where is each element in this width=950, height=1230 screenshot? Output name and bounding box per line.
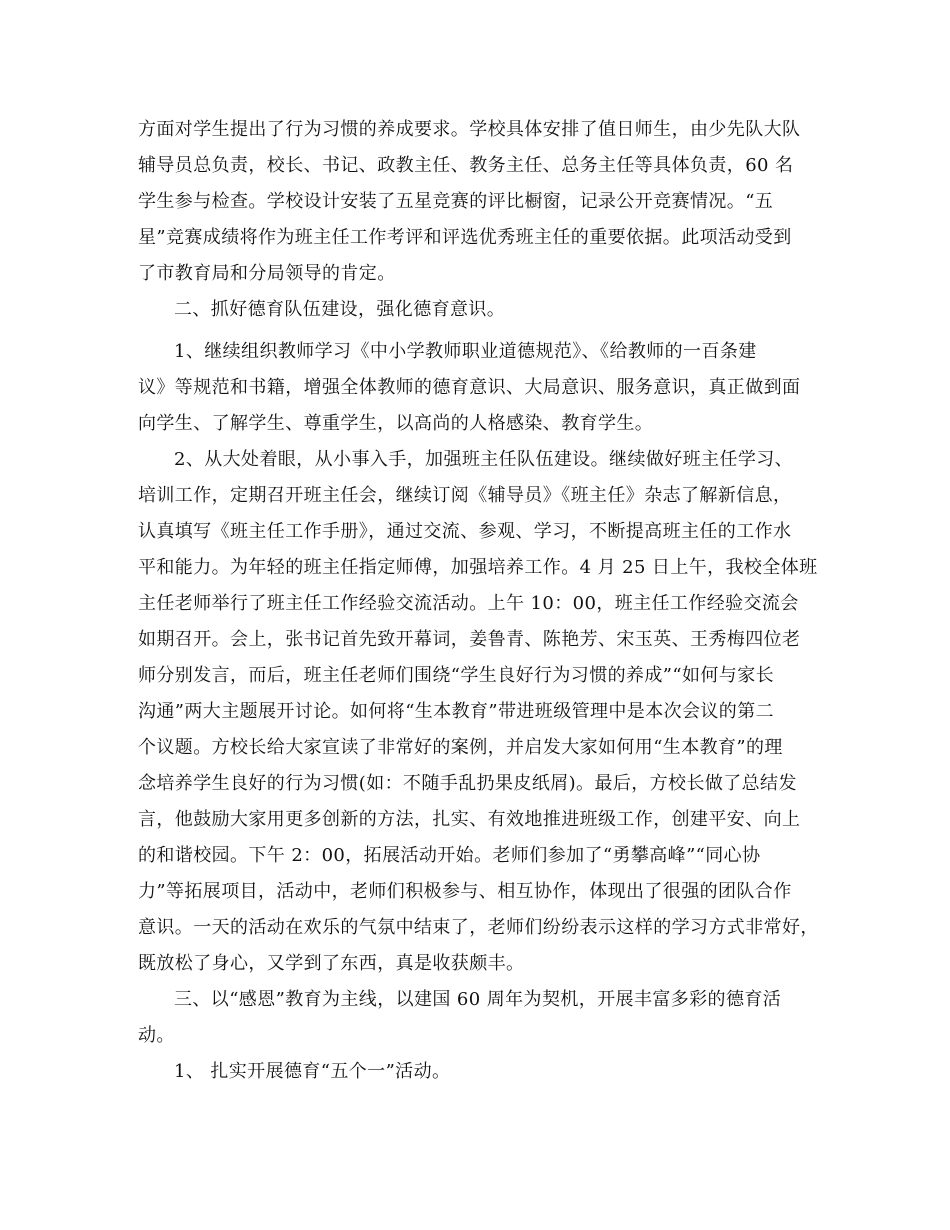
paragraph-line: 议》等规范和书籍，增强全体教师的德育意识、大局意识、服务意识，真正做到面: [138, 377, 801, 398]
list-item: 1、 扎实开展德育“五个一”活动。: [174, 1061, 451, 1082]
paragraph-line: 培训工作，定期召开班主任会，继续订阅《辅导员》《班主任》杂志了解新信息，: [138, 485, 792, 506]
paragraph-line: 平和能力。为年轻的班主任指定师傅，加强培养工作。4 月 25 日上午，我校全体班: [138, 557, 818, 578]
paragraph-line: 力”等拓展项目，活动中，老师们积极参与、相互协作，体现出了很强的团队合作: [138, 881, 792, 902]
paragraph-line: 的和谐校园。下午 2：00，拓展活动开始。老师们参加了“勇攀高峰”“同心协: [138, 845, 761, 866]
paragraph-line: 言，他鼓励大家用更多创新的方法，扎实、有效地推进班级工作，创建平安、向上: [138, 809, 801, 830]
paragraph-line: 如期召开。会上，张书记首先致开幕词，姜鲁青、陈艳芳、宋玉英、王秀梅四位老: [138, 629, 801, 650]
paragraph-line: 了市教育局和分局领导的肯定。: [138, 263, 396, 284]
paragraph-line: 师分别发言，而后，班主任老师们围绕“学生良好行为习惯的养成”“如何与家长: [138, 665, 775, 686]
paragraph-line: 星”竞赛成绩将作为班主任工作考评和评选优秀班主任的重要依据。此项活动受到: [138, 227, 792, 248]
section-heading: 二、抓好德育队伍建设，强化德育意识。: [174, 299, 506, 320]
paragraph-line: 念培养学生良好的行为习惯(如：不随手乱扔果皮纸屑)。最后，方校长做了总结发: [138, 773, 797, 794]
paragraph-line: 1、继续组织教师学习《中小学教师职业道德规范》、《给教师的一百条建: [174, 341, 757, 362]
paragraph-line: 个议题。方校长给大家宣读了非常好的案例，并启发大家如何用“生本教育”的理: [138, 737, 783, 758]
paragraph-line: 既放松了身心，又学到了东西，真是收获颇丰。: [138, 953, 525, 974]
paragraph-line: 意识。一天的活动在欢乐的气氛中结束了，老师们纷纷表示这样的学习方式非常好，: [138, 917, 819, 938]
paragraph-line: 辅导员总负责，校长、书记、政教主任、教务主任、总务主任等具体负责，60 名: [138, 155, 794, 176]
paragraph-line: 主任老师举行了班主任工作经验交流活动。上午 10：00，班主任工作经验交流会: [138, 593, 799, 614]
paragraph-line: 方面对学生提出了行为习惯的养成要求。学校具体安排了值日师生，由少先队大队: [138, 119, 801, 140]
paragraph-line: 认真填写《班主任工作手册》，通过交流、参观、学习，不断提高班主任的工作水: [138, 521, 792, 542]
paragraph-line: 向学生、了解学生、尊重学生，以高尚的人格感染、教育学生。: [138, 413, 654, 434]
section-heading: 三、以“感恩”教育为主线，以建国 60 周年为契机，开展丰富多彩的德育活: [174, 989, 782, 1010]
paragraph-line: 2、从大处着眼，从小事入手，加强班主任队伍建设。继续做好班主任学习、: [174, 449, 794, 470]
section-heading-continuation: 动。: [138, 1025, 175, 1046]
paragraph-line: 学生参与检查。学校设计安装了五星竞赛的评比橱窗，记录公开竞赛情况。“五: [138, 191, 774, 212]
paragraph-line: 沟通”两大主题展开讨论。如何将“生本教育”带进班级管理中是本次会议的第二: [138, 701, 775, 722]
